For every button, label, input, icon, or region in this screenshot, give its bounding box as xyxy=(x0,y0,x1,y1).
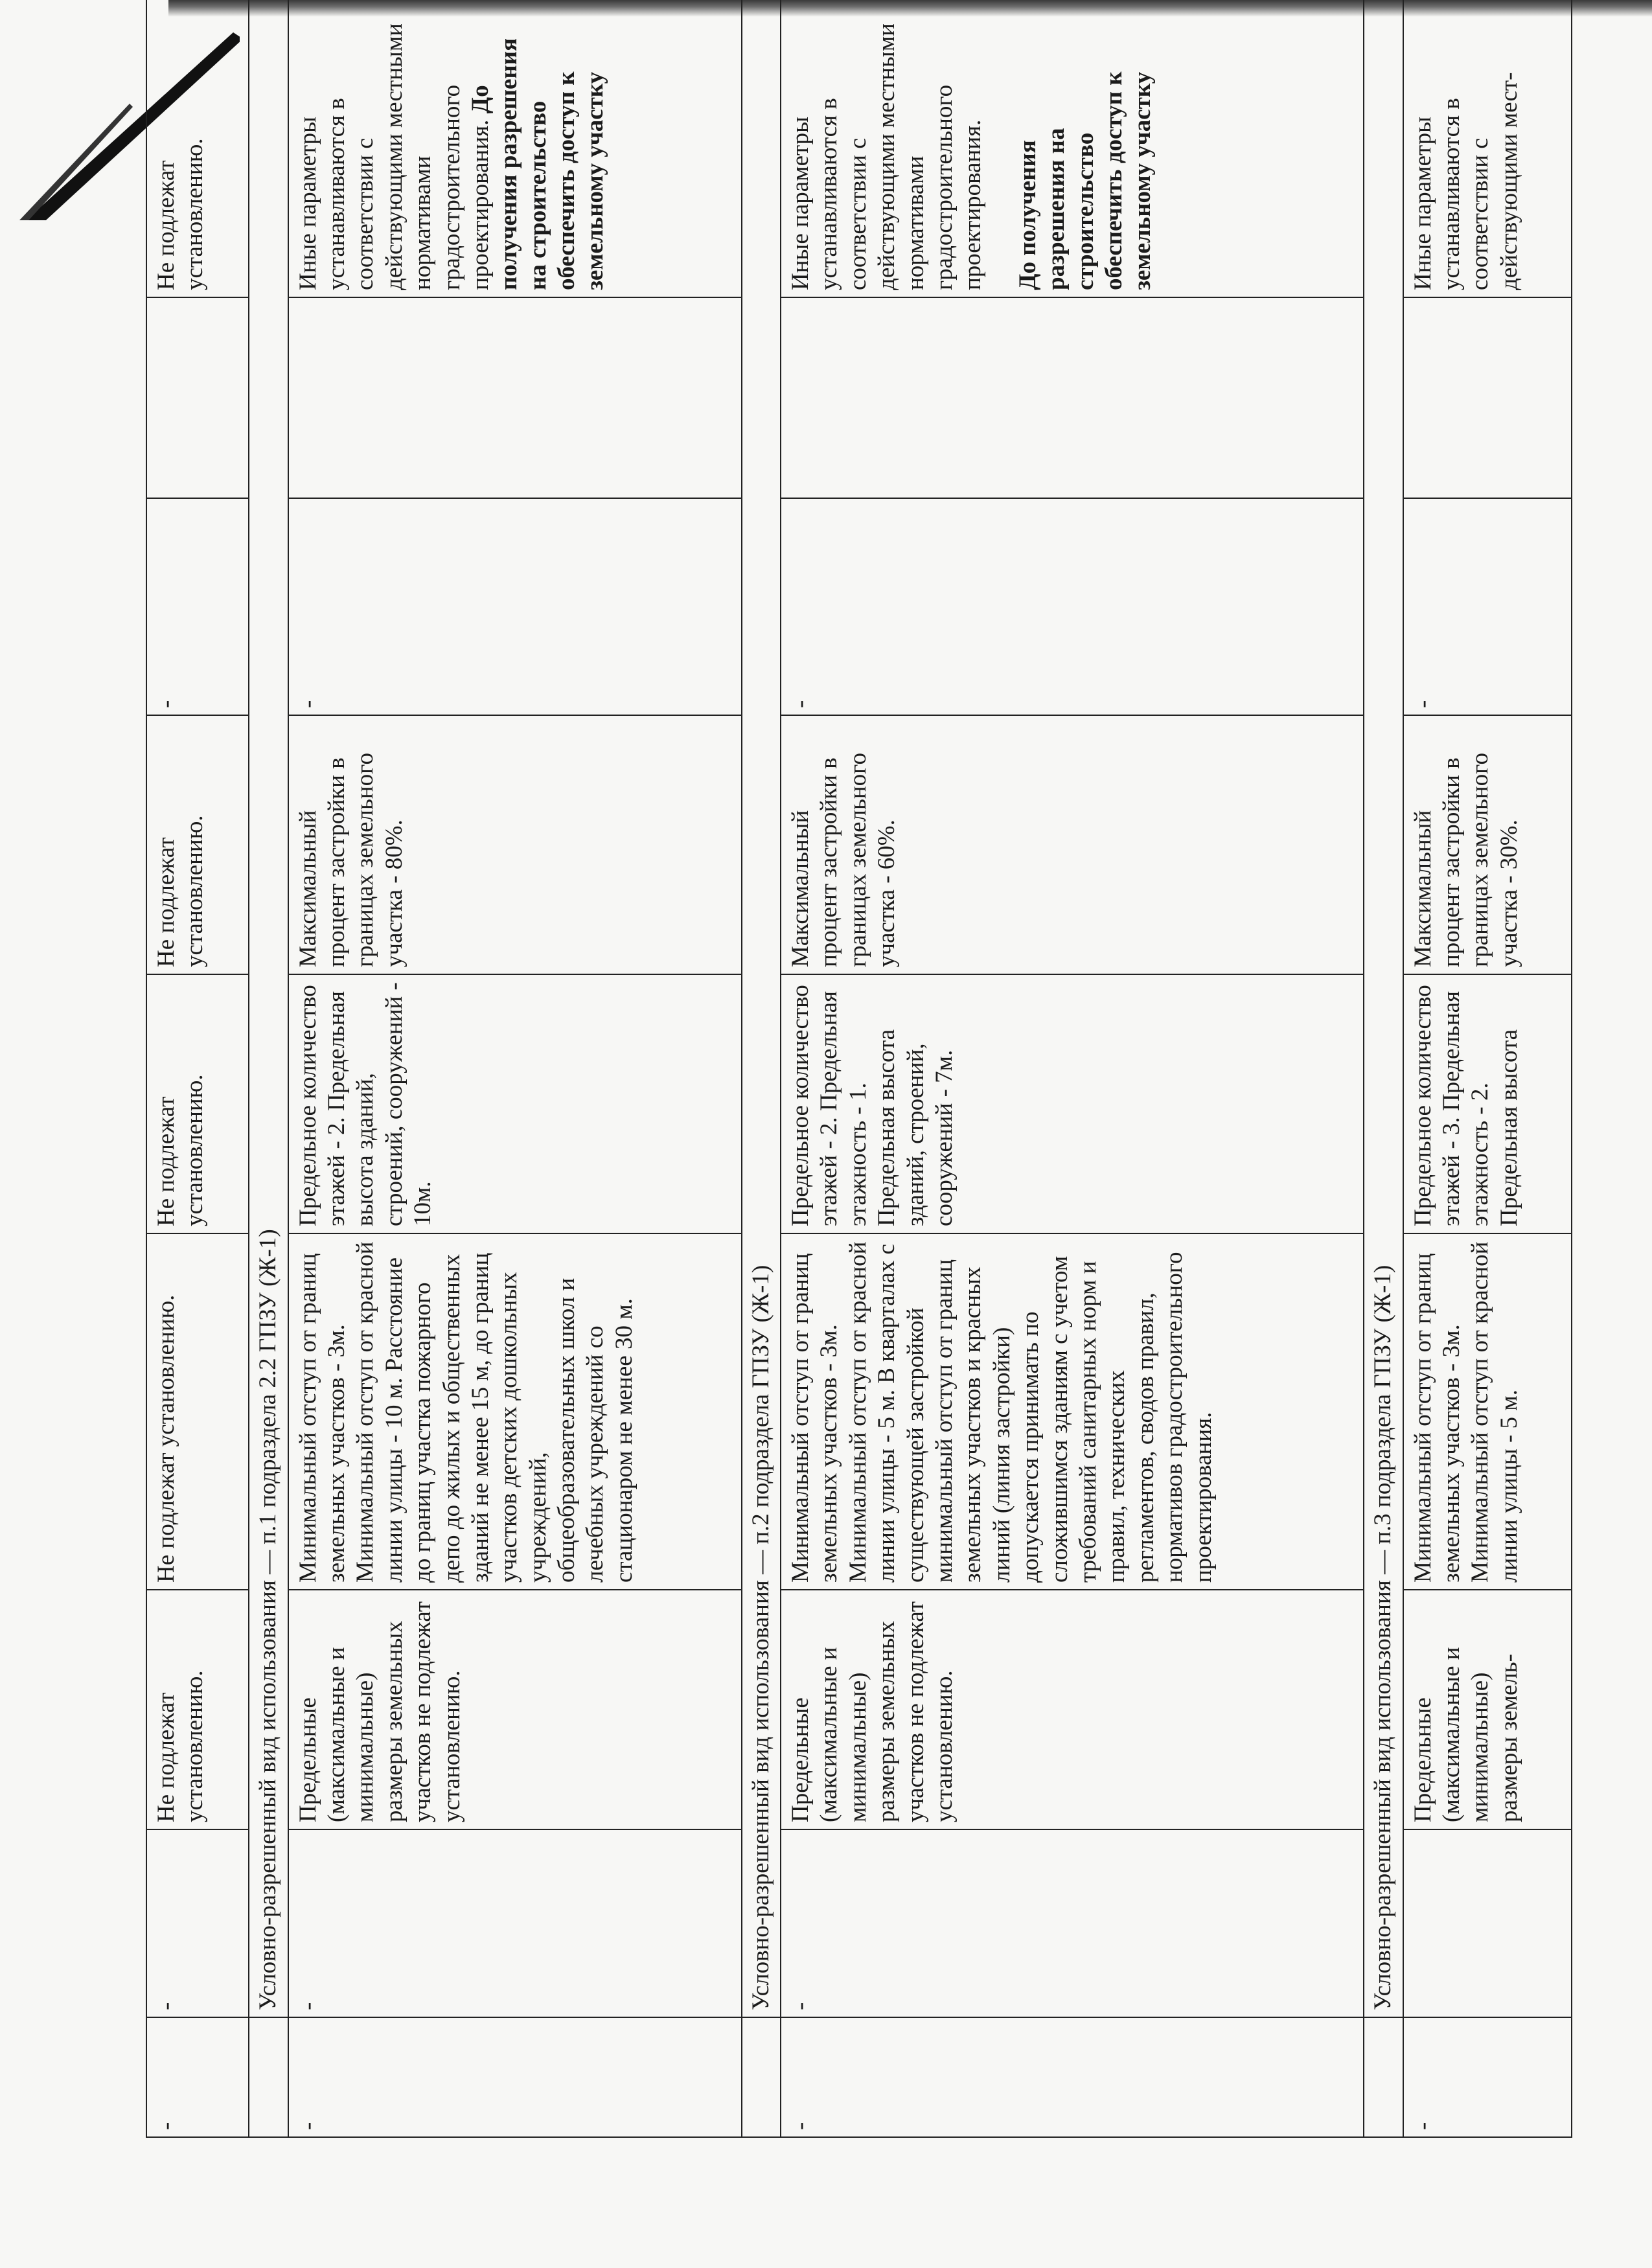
cell: - xyxy=(146,498,249,715)
table-row xyxy=(288,0,742,2137)
cell-text: Иные параметры устанавливаются в соответствии с действующими местными нормативами градостроительного проектирования. xyxy=(787,23,987,290)
section-heading: Условно-разрешенный вид использования — п.2 подраздела ГПЗУ (Ж-1) xyxy=(742,0,781,2017)
table-row xyxy=(781,0,1364,2137)
cell: Максимальный процент застройки в границах земельного участка - 60%. xyxy=(781,715,1364,974)
cell: Не подлежат установлению. xyxy=(146,974,249,1233)
cell: Не подлежат установлению. xyxy=(146,1590,249,1829)
table-row xyxy=(146,0,249,2137)
cell: Иные параметры устанавливаются в соответствии с действующими мест- xyxy=(1403,0,1572,297)
cell: - xyxy=(288,498,742,715)
cell: - xyxy=(781,2017,1364,2137)
cell-bold-text: До получения разрешения на строительство обеспечить доступ к земельному участку xyxy=(466,38,609,290)
cell: - xyxy=(288,2017,742,2137)
section-heading-row xyxy=(742,0,781,2137)
cell: Минимальный отступ от границ земельных участков - 3м. Минимальный отступ от красной линии улицы - 5 м. xyxy=(1403,1233,1572,1590)
cell: Предельное количество этажей - 3. Предельная этажность - 2. Предельная высота xyxy=(1403,974,1572,1233)
cell: Предельные (максимальные и минимальные) размеры земель- xyxy=(1403,1590,1572,1829)
cell: - xyxy=(146,2017,249,2137)
cell: Минимальный отступ от границ земельных участков - 3м. Минимальный отступ от красной линии улицы - 10 м. Расстояние до границ участка пожарного депо до жилых и общественных зданий не менее 15 м, до границ участков детских дошкольных учреждений, общеобразовательных школ и лечебных учреждений со стационаром не менее 30 м. xyxy=(288,1233,742,1590)
cell: Предельное количество этажей - 2. Предельная этажность - 1. Предельная высота зданий, строений, сооружений - 7м. xyxy=(781,974,1364,1233)
cell: Максимальный процент застройки в границах земельного участка - 30%. xyxy=(1403,715,1572,974)
cell: Максимальный процент застройки в границах земельного участка - 80%. xyxy=(288,715,742,974)
cell: Не подлежат установлению. xyxy=(146,715,249,974)
cell: - xyxy=(1403,2017,1572,2137)
cell: - xyxy=(288,1829,742,2017)
cell-text: Иные параметры устанавливаются в соответствии с действующими местными нормативами градостроительного проектирования. xyxy=(294,23,494,290)
cell xyxy=(146,297,249,498)
section-heading-row xyxy=(249,0,288,2137)
cell: Не подлежат установлению. xyxy=(146,0,249,297)
cell-bold-text: До получения разрешения на строительство обеспечить доступ к земельному участку xyxy=(1014,71,1156,290)
cell: Минимальный отступ от границ земельных участков - 3м. Минимальный отступ от красной линии улицы - 5 м. В кварталах с существующей застройкой минимальный отступ от границ земельных участков и красных линий (линия застройки) допускается принимать по сложившимся зданиям с учетом требований санитарных норм и правил, технических регламентов, сводов правил, нормативов градостроительного проектирования. xyxy=(781,1233,1364,1590)
cell: - xyxy=(781,1829,1364,2017)
cell xyxy=(1403,1829,1572,2017)
section-heading: Условно-разрешенный вид использования — п.1 подраздела 2.2 ГПЗУ (Ж-1) xyxy=(249,0,288,2017)
section-heading: Условно-разрешенный вид использования — п.3 подраздела ГПЗУ (Ж-1) xyxy=(1364,0,1403,2017)
cell xyxy=(781,297,1364,498)
parameters-table xyxy=(146,0,1572,2138)
section-heading-row xyxy=(1364,0,1403,2137)
cell: - xyxy=(146,1829,249,2017)
cell: - xyxy=(1403,498,1572,715)
cell: - xyxy=(781,498,1364,715)
cell: Не подлежат установлению. xyxy=(146,1233,249,1590)
cell: Предельные (максимальные и минимальные) размеры земельных участков не подлежат установлению. xyxy=(781,1590,1364,1829)
cell xyxy=(288,297,742,498)
rotated-table-page xyxy=(146,23,1623,2138)
cell: Предельное количество этажей - 2. Предельная высота зданий, строений, сооружений - 10м. xyxy=(288,974,742,1233)
cell: Предельные (максимальные и минимальные) размеры земельных участков не подлежат установлению. xyxy=(288,1590,742,1829)
cell xyxy=(1403,297,1572,498)
table-row xyxy=(1403,0,1572,2137)
cell xyxy=(288,0,742,297)
cell xyxy=(781,0,1364,297)
